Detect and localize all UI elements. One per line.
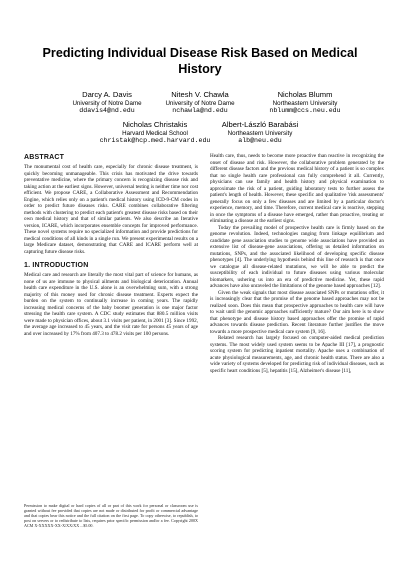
- author-4: [92, 120, 218, 145]
- author-email[interactable]: christak@hcp.med.harvard.edu: [99, 136, 211, 144]
- author-affiliation: University of Notre Dame: [165, 99, 235, 107]
- intro-paragraph: Given the weak signals that most disease associated SNPs or mutations offer, it is increasingly clear that the promise of the genome based approaches may not be realized soon. Does this mean that prospective approaches to health care will have to wait until the genomic approaches sufficiently mature? Our aim here is to show that phenotype and disease history based approaches offer the promise of rapid advances towards disease prediction. Recent literature further justifies the move towards a more prospective medical care system [9, 16].: [210, 289, 384, 335]
- left-column: [24, 153, 198, 337]
- author-email[interactable]: nchawla@nd.edu: [172, 106, 228, 114]
- author-email[interactable]: alb@neu.edu: [238, 136, 282, 144]
- intro-paragraph: Today the prevailing model of prospective health care is firmly based on the genome revolution. Indeed, technologies ranging from linkage equilibrium and candidate gene association studies to genome wide associations have provided an extensive list of disease-gene associations, offering us detailed information on mutations, SNPs, and the associated likelihood of developing specific disease phenotypes [4]. The underlying hypothesis behind this line of research is that once we catalogue all disease-related mutations, we will be able to predict the susceptibility of each individual to future diseases using various molecular biomarkers, ushering us into an era of predictive medicine. Yet, these rapid advances have also unraveled the limitations of the genome based approaches [12].: [210, 224, 384, 289]
- author-name: Nitesh V. Chawla: [171, 90, 229, 99]
- author-affiliation: University of Notre Dame: [72, 99, 142, 107]
- author-email[interactable]: ddavis4@nd.edu: [79, 106, 135, 114]
- author-5: [205, 120, 315, 145]
- author-3: [245, 90, 365, 115]
- author-affiliation: Northeastern University: [227, 129, 293, 137]
- introduction-heading: 1. INTRODUCTION: [24, 262, 89, 269]
- author-2: [145, 90, 255, 115]
- abstract-heading: ABSTRACT: [24, 154, 65, 161]
- author-name: Albert-László Barabási: [221, 120, 299, 129]
- paper-title: Predicting Individual Disease Risk Based on Medical History: [42, 46, 358, 76]
- author-name: Nicholas Blumm: [277, 90, 333, 99]
- author-name: Nicholas Christakis: [122, 120, 188, 129]
- author-affiliation: Northeastern University: [272, 99, 338, 107]
- right-column: [210, 153, 384, 374]
- author-affiliation: Harvard Medical School: [122, 129, 188, 137]
- author-name: Darcy A. Davis: [82, 90, 132, 99]
- intro-paragraph: Related research has largely focused on computer-aided medical prediction systems. The most widely used system seems to be Apache III [17], a prognostic scoring system for predicting inpatient mortality. Apache uses a combination of acute physiological measurements, age, and chronic health status. There are also a wide variety of systems developed for predicting risk of individual diseases, such as specific heart conditions [5], hepatitis [15], Alzheimer's disease [11],: [210, 335, 384, 374]
- intro-paragraph: Health care, thus, needs to become more proactive than reactive in recognizing the onset of disease and risk. However, the collaborative problem generated by the different disease factors and the previous medical history of a patient is so complex that no single health care professional can fully comprehend it all. Currently, physicians can use family and health history and physical examination to approximate the risk of a patient, guiding laboratory tests to further assess the patient's length of health. However, these specific and qualitative 'risk assessments' generally focus on only a few diseases and are limited by a particular doctor's experience, memory, and time. Therefore, current medical care is reactive, stepping in once the symptoms of a disease have emerged, rather than proactive, treating or eliminating a disease at the earliest signs.: [210, 153, 384, 224]
- abstract-text: The monumental cost of health care, especially for chronic disease treatment, is quickly becoming unmanageable. This crisis has motivated the drive towards preventative medicine, where the primary concern is recognizing disease risk and taking action at the earliest signs. However, universal testing is neither time nor cost efficient. We propose CARE, a Collaborative Assessment and Recommendation Engine, which relies only on a patient's medical history using ICD-9-CM codes in order to predict future diseases risks. CARE combines collaborative filtering methods with clustering to predict each patient's greatest disease risks based on their own medical history and that of similar patients. We also describe an Iterative version, ICARE, which incorporates ensemble concepts for improved performance. These novel systems require no specialized information and provide predictions for medical conditions of all kinds in a single run. We present experimental results on a large Medicare dataset, demonstrating that CARE and ICARE perform well at capturing future disease risks.: [24, 164, 198, 255]
- intro-paragraph: Medical care and research are literally the most vital part of science for humans, as none of us are immune to physical ailments and biological deterioration. Annual health care expenditure in the U.S. alone is an overwhelming sum, with a strong majority of this money used for chronic disease treatment. Experts expect the burden on the system to continually increase in coming years. The rapidly increasing medical concerns of the baby boomer generation is one major factor stressing the health care system. A CDC study estimates that 880.5 million visits were made to physician offices, about 3.1 visits per patient, in 2001 [3]. Since 1992, the average age increased to 45 years, and the visit rate for persons 45 years of age and over increased by 17% from 407.3 to 478.2 visits per 100 persons.: [24, 272, 198, 337]
- author-email[interactable]: nblumm@ccs.neu.edu: [269, 106, 341, 114]
- copyright-permission-notice: Permission to make digital or hard copies of all or part of this work for personal or classroom use is granted without fee provided that copies are not made or distributed for profit or commercial advantage and that copies bear this notice and the full citation on the first page. To copy otherwise, to republish, to post on servers or to redistribute to lists, requires prior specific permission and/or a fee. Copyright 200X ACM X-XXXXX-XX-X/XX/XX ...$5.00.: [24, 503, 198, 529]
